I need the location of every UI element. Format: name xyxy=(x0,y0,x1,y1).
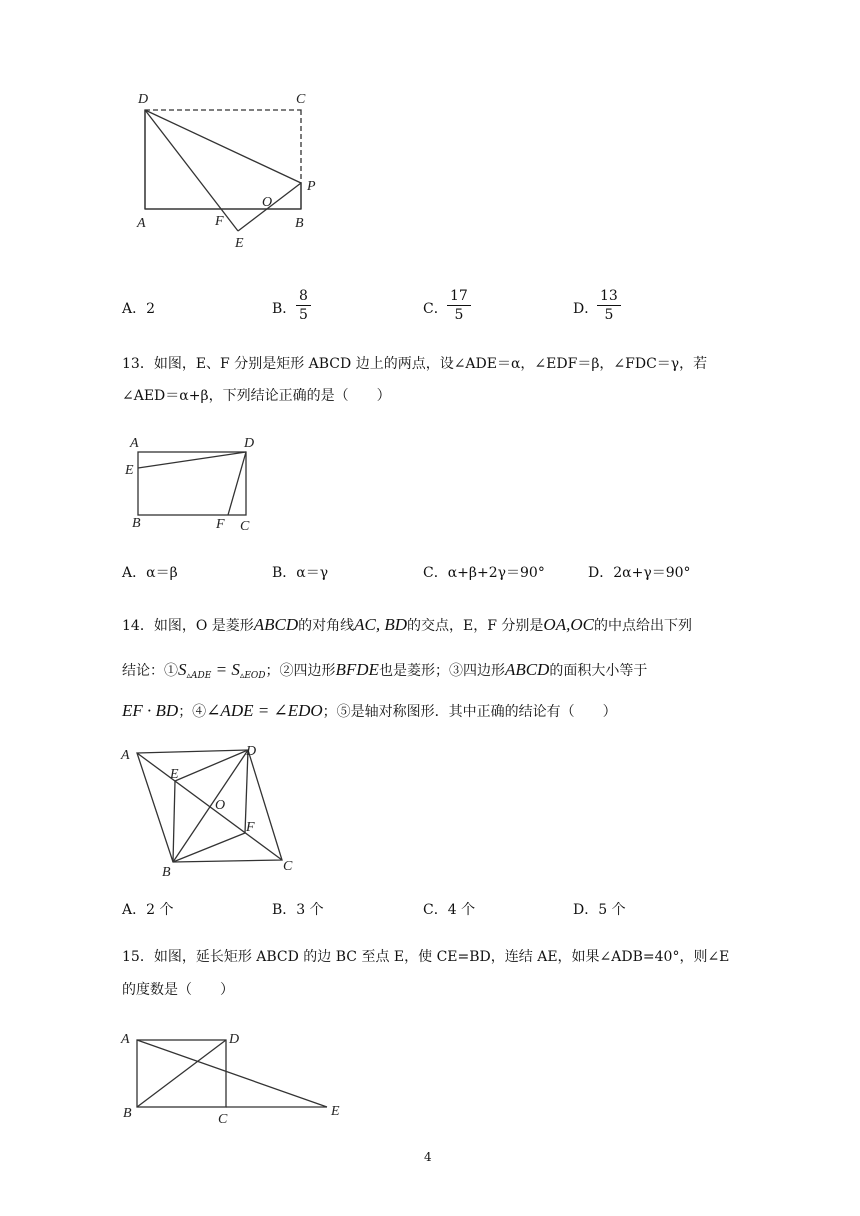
q12-label-f: F xyxy=(215,214,224,229)
q12-label-p: P xyxy=(307,179,316,194)
q12-option-a: A．2 xyxy=(122,301,156,317)
q12-label-a: A xyxy=(137,216,146,231)
q13-option-c: C．α+β+2γ＝90° xyxy=(423,565,545,581)
q13-option-a: A．α＝β xyxy=(122,565,178,581)
q15-label-a: A xyxy=(121,1032,130,1047)
q14-option-b: B．3 个 xyxy=(272,902,324,918)
q15-label-c: C xyxy=(218,1112,228,1127)
q13-label-a: A xyxy=(130,436,139,451)
q13-stem-line1: 13．如图，E、F 分别是矩形 ABCD 边上的两点，设∠ADE＝α，∠EDF＝β，∠FDC＝γ，若 xyxy=(122,356,708,372)
q12-option-c-letter: C． xyxy=(423,301,448,317)
q14-option-a: A．2 个 xyxy=(122,902,174,918)
q14-option-d: D．5 个 xyxy=(573,902,626,918)
q14-option-c: C．4 个 xyxy=(423,902,476,918)
q13-option-d: D．2α+γ＝90° xyxy=(588,565,691,581)
q14-label-c: C xyxy=(283,859,293,874)
q15-label-b: B xyxy=(123,1106,132,1121)
q12-label-o: O xyxy=(262,195,273,210)
q14-stem-line3: EF · BD；④∠ADE = ∠EDO；⑤是轴对称图形．其中正确的结论有（ ） xyxy=(122,701,617,720)
q12-label-b: B xyxy=(295,216,304,231)
q12-label-d: D xyxy=(138,92,149,107)
q13-option-b: B．α＝γ xyxy=(272,565,329,581)
q14-label-o: O xyxy=(215,798,226,813)
q15-label-d: D xyxy=(229,1032,240,1047)
page-number: 4 xyxy=(424,1150,432,1164)
q14-label-d: D xyxy=(246,744,257,759)
q15-label-e: E xyxy=(331,1104,340,1119)
q15-stem-line2: 的度数是（ ） xyxy=(122,982,234,998)
q14-label-a: A xyxy=(121,748,130,763)
q14-label-b: B xyxy=(162,865,171,880)
q12-option-b-letter: B． xyxy=(272,301,297,317)
q14-stem-line1: 14．如图，O 是菱形ABCD的对角线AC, BD的交点，E，F 分别是OA,OC的中点给出下列 xyxy=(122,615,692,634)
q13-label-d: D xyxy=(244,436,255,451)
q12-option-b-fraction: 8 5 xyxy=(296,288,311,323)
q12-option-d-fraction: 13 5 xyxy=(597,288,621,323)
q13-label-e: E xyxy=(125,463,134,478)
q12-option-d-letter: D． xyxy=(573,301,599,317)
q13-stem-line2: ∠AED＝α+β，下列结论正确的是（ ） xyxy=(122,388,391,404)
q15-stem-line1: 15．如图，延长矩形 ABCD 的边 BC 至点 E，使 CE=BD，连结 AE，如果∠ADB=40°，则∠E xyxy=(122,949,730,965)
q12-label-e: E xyxy=(235,236,244,251)
q12-option-c-fraction: 17 5 xyxy=(447,288,471,323)
q13-label-c: C xyxy=(240,519,250,534)
q15-figure xyxy=(115,1025,355,1130)
q13-label-f: F xyxy=(216,517,225,532)
q12-figure xyxy=(120,85,340,255)
q13-figure xyxy=(120,430,270,535)
q14-label-e: E xyxy=(170,767,179,782)
q14-label-f: F xyxy=(246,820,255,835)
q12-label-c: C xyxy=(296,92,306,107)
q14-figure xyxy=(115,735,305,880)
q13-label-b: B xyxy=(132,516,141,531)
q14-stem-line2: 结论：$①S_{▵ADE} = S_{▵EOD}$；②四边形BFDE也是菱形；③四边形ABCD的面积大小等于 xyxy=(122,660,648,681)
